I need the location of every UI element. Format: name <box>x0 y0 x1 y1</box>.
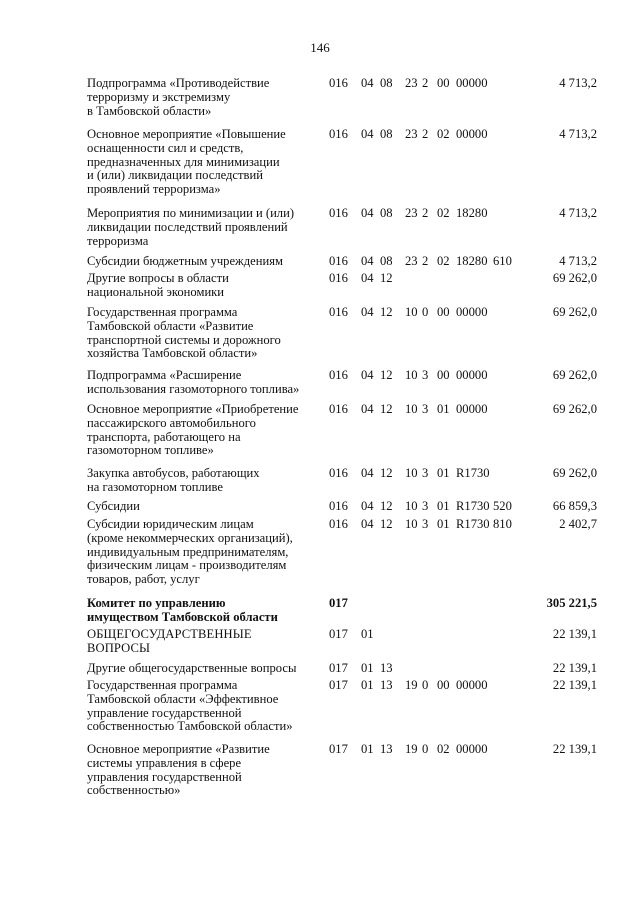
cell-pr: 12 <box>380 368 393 382</box>
cell-rz: 04 <box>361 517 374 531</box>
cell-pr: 12 <box>380 305 393 319</box>
row-name: Субсидии бюджетным учреждениям <box>87 254 283 268</box>
cell-sum: 4 713,2 <box>559 76 597 90</box>
cell-pr: 08 <box>380 254 393 268</box>
cell-target-direction: 18280 <box>456 254 488 268</box>
cell-target-subprogram: 2 <box>422 254 429 268</box>
cell-target-program: 19 <box>405 742 418 756</box>
row-name: Основное мероприятие «Повышение оснащенности сил и средств, предназначенных для минимизации и (или) ликвидации последствий проявлений терроризма» <box>87 127 286 197</box>
cell-pr: 13 <box>380 678 393 692</box>
cell-rz: 01 <box>361 661 374 675</box>
table-row <box>0 255 640 272</box>
cell-ved: 016 <box>329 206 348 220</box>
table-row <box>0 77 640 128</box>
cell-rz: 01 <box>361 627 374 641</box>
cell-target-program: 23 <box>405 127 418 141</box>
cell-pr: 12 <box>380 271 393 285</box>
cell-rz: 04 <box>361 368 374 382</box>
cell-sum: 22 139,1 <box>552 661 597 675</box>
cell-target-direction: 00000 <box>456 678 488 692</box>
cell-target-subprogram: 3 <box>422 499 429 513</box>
cell-target-program: 10 <box>405 305 418 319</box>
cell-rz: 04 <box>361 402 374 416</box>
row-name: Другие вопросы в области национальной экономики <box>87 271 229 299</box>
row-name: Государственная программа Тамбовской области «Развитие транспортной системы и дорожного хозяйства Тамбовской области» <box>87 305 281 361</box>
cell-target-direction: 00000 <box>456 76 488 90</box>
cell-target-direction: 00000 <box>456 742 488 756</box>
cell-target-program: 10 <box>405 402 418 416</box>
cell-target-subprogram: 2 <box>422 206 429 220</box>
cell-target-event: 02 <box>437 254 450 268</box>
cell-target-subprogram: 3 <box>422 517 429 531</box>
cell-target-event: 02 <box>437 742 450 756</box>
cell-rz: 04 <box>361 499 374 513</box>
cell-pr: 13 <box>380 661 393 675</box>
cell-target-program: 10 <box>405 499 418 513</box>
cell-target-program: 19 <box>405 678 418 692</box>
row-name: Государственная программа Тамбовской области «Эффективное управление государственной собственностью Тамбовской области» <box>87 678 293 734</box>
table-row <box>0 467 640 500</box>
cell-target-program: 23 <box>405 254 418 268</box>
table-row <box>0 500 640 518</box>
cell-target-program: 10 <box>405 466 418 480</box>
cell-sum: 4 713,2 <box>559 206 597 220</box>
cell-sum: 4 713,2 <box>559 127 597 141</box>
cell-target-direction: 00000 <box>456 368 488 382</box>
cell-rz: 04 <box>361 76 374 90</box>
cell-pr: 12 <box>380 402 393 416</box>
row-name: Подпрограмма «Расширение использования газомоторного топлива» <box>87 368 300 396</box>
cell-ved: 016 <box>329 368 348 382</box>
cell-target-subprogram: 2 <box>422 127 429 141</box>
cell-vr: 610 <box>493 254 512 268</box>
cell-target-direction: 00000 <box>456 127 488 141</box>
table-row <box>0 207 640 255</box>
row-name: Субсидии юридическим лицам (кроме некоммерческих организаций), индивидуальным предпринимателям, физическим лицам - производителям товаров, работ, услуг <box>87 517 293 587</box>
table-row <box>0 679 640 743</box>
cell-target-program: 10 <box>405 517 418 531</box>
cell-target-subprogram: 0 <box>422 678 429 692</box>
cell-target-direction: 00000 <box>456 402 488 416</box>
cell-target-program: 23 <box>405 206 418 220</box>
cell-target-subprogram: 2 <box>422 76 429 90</box>
cell-target-subprogram: 0 <box>422 305 429 319</box>
cell-rz: 01 <box>361 742 374 756</box>
table-row <box>0 743 640 807</box>
row-name: Закупка автобусов, работающих на газомоторном топливе <box>87 466 260 494</box>
cell-ved: 016 <box>329 466 348 480</box>
cell-pr: 13 <box>380 742 393 756</box>
cell-ved: 016 <box>329 254 348 268</box>
row-name: Мероприятия по минимизации и (или) ликвидации последствий проявлений терроризма <box>87 206 295 248</box>
row-name: Комитет по управлению имуществом Тамбовской области <box>87 596 278 624</box>
row-name: ОБЩЕГОСУДАРСТВЕННЫЕ ВОПРОСЫ <box>87 627 252 655</box>
cell-ved: 017 <box>329 627 348 641</box>
cell-target-direction: R1730 <box>456 517 490 531</box>
cell-pr: 12 <box>380 499 393 513</box>
cell-target-direction: 18280 <box>456 206 488 220</box>
cell-rz: 04 <box>361 206 374 220</box>
cell-target-subprogram: 3 <box>422 402 429 416</box>
cell-pr: 08 <box>380 127 393 141</box>
cell-sum: 2 402,7 <box>559 517 597 531</box>
cell-target-event: 00 <box>437 76 450 90</box>
cell-vr: 810 <box>493 517 512 531</box>
cell-ved: 016 <box>329 305 348 319</box>
cell-vr: 520 <box>493 499 512 513</box>
cell-target-event: 01 <box>437 517 450 531</box>
table-row-department <box>0 597 640 628</box>
cell-target-direction: R1730 <box>456 499 490 513</box>
table-row <box>0 628 640 662</box>
cell-sum: 22 139,1 <box>552 742 597 756</box>
cell-sum: 69 262,0 <box>552 305 597 319</box>
cell-sum: 305 221,5 <box>546 596 597 610</box>
cell-target-direction: R1730 <box>456 466 490 480</box>
row-name: Другие общегосударственные вопросы <box>87 661 297 675</box>
cell-rz: 04 <box>361 254 374 268</box>
cell-sum: 69 262,0 <box>552 271 597 285</box>
row-name: Субсидии <box>87 499 140 513</box>
page-number: 146 <box>310 40 330 55</box>
cell-sum: 22 139,1 <box>552 678 597 692</box>
row-name: Основное мероприятие «Приобретение пассажирского автомобильного транспорта, работающего на газомоторном топливе» <box>87 402 299 458</box>
cell-ved: 016 <box>329 402 348 416</box>
cell-target-event: 01 <box>437 466 450 480</box>
cell-target-subprogram: 0 <box>422 742 429 756</box>
cell-target-event: 00 <box>437 678 450 692</box>
cell-ved: 016 <box>329 271 348 285</box>
row-name: Основное мероприятие «Развитие системы управления в сфере управления государственной собственностью» <box>87 742 270 798</box>
cell-ved: 017 <box>329 661 348 675</box>
cell-rz: 04 <box>361 466 374 480</box>
cell-ved: 016 <box>329 517 348 531</box>
cell-target-event: 00 <box>437 305 450 319</box>
cell-sum: 66 859,3 <box>552 499 597 513</box>
cell-rz: 01 <box>361 678 374 692</box>
cell-target-event: 01 <box>437 499 450 513</box>
cell-ved: 016 <box>329 76 348 90</box>
cell-ved: 017 <box>329 596 348 610</box>
cell-sum: 4 713,2 <box>559 254 597 268</box>
cell-target-direction: 00000 <box>456 305 488 319</box>
table-row <box>0 369 640 403</box>
cell-rz: 04 <box>361 127 374 141</box>
cell-rz: 04 <box>361 271 374 285</box>
cell-pr: 12 <box>380 517 393 531</box>
cell-target-program: 23 <box>405 76 418 90</box>
cell-sum: 22 139,1 <box>552 627 597 641</box>
cell-sum: 69 262,0 <box>552 368 597 382</box>
cell-pr: 08 <box>380 206 393 220</box>
table-row <box>0 662 640 679</box>
cell-target-subprogram: 3 <box>422 368 429 382</box>
cell-target-event: 02 <box>437 127 450 141</box>
cell-target-event: 00 <box>437 368 450 382</box>
table-row <box>0 403 640 467</box>
cell-target-program: 10 <box>405 368 418 382</box>
row-name: Подпрограмма «Противодействие терроризму и экстремизму в Тамбовской области» <box>87 76 270 118</box>
cell-sum: 69 262,0 <box>552 402 597 416</box>
cell-target-subprogram: 3 <box>422 466 429 480</box>
budget-table <box>0 77 640 807</box>
table-row <box>0 128 640 207</box>
cell-ved: 017 <box>329 678 348 692</box>
table-row <box>0 306 640 369</box>
cell-target-event: 02 <box>437 206 450 220</box>
cell-ved: 017 <box>329 742 348 756</box>
cell-target-event: 01 <box>437 402 450 416</box>
cell-ved: 016 <box>329 499 348 513</box>
cell-pr: 12 <box>380 466 393 480</box>
cell-pr: 08 <box>380 76 393 90</box>
cell-rz: 04 <box>361 305 374 319</box>
cell-ved: 016 <box>329 127 348 141</box>
cell-sum: 69 262,0 <box>552 466 597 480</box>
table-row <box>0 272 640 306</box>
table-row <box>0 518 640 597</box>
